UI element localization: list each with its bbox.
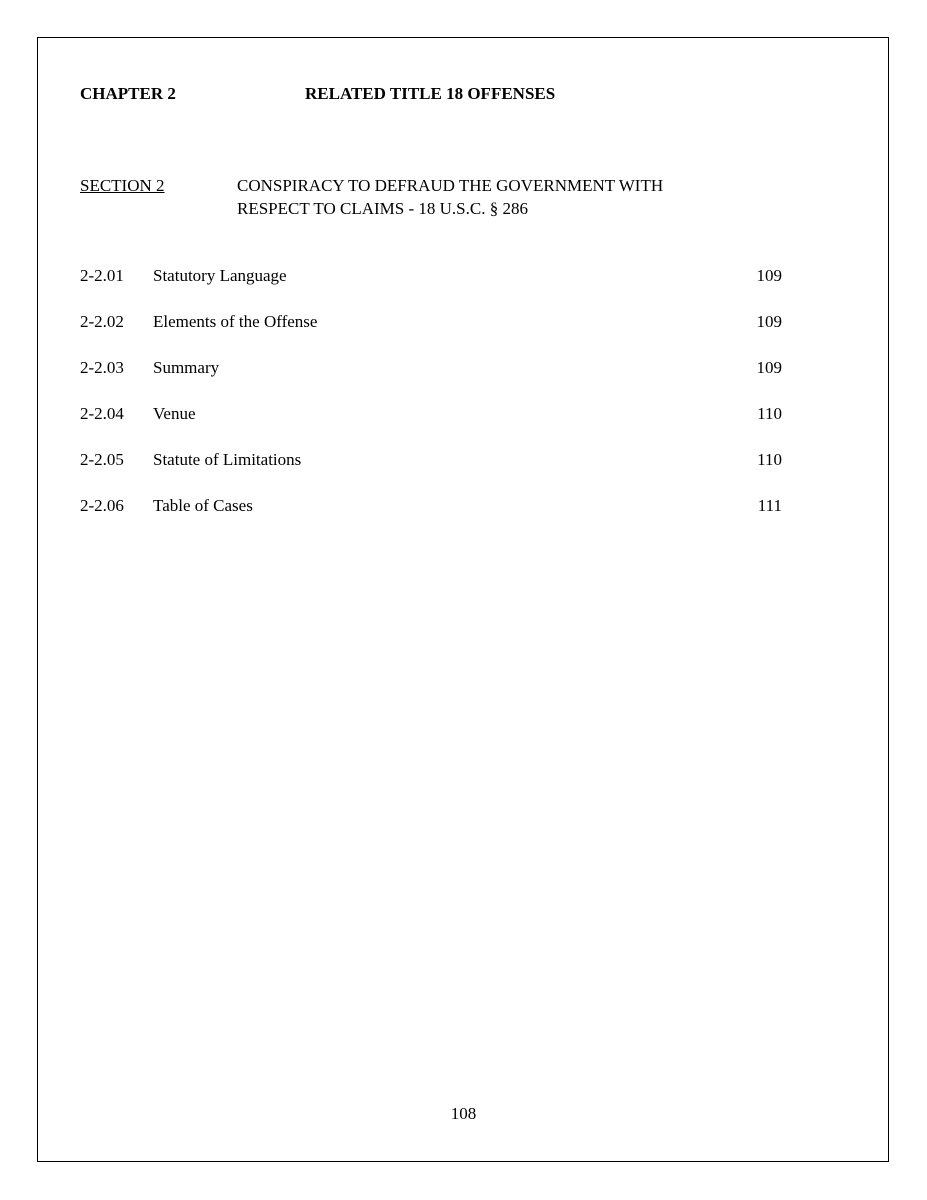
chapter-label: CHAPTER 2	[80, 84, 176, 103]
table-of-contents	[80, 266, 782, 542]
toc-entry-title: Table of Cases	[153, 496, 253, 515]
toc-entry-page: 109	[756, 358, 782, 377]
toc-entry-number: 2-2.02	[80, 312, 124, 331]
toc-entry-number: 2-2.01	[80, 266, 124, 285]
toc-entry-title: Elements of the Offense	[153, 312, 318, 331]
chapter-title: RELATED TITLE 18 OFFENSES	[305, 84, 556, 103]
toc-entry-page: 110	[757, 404, 782, 423]
section-title	[237, 174, 757, 220]
toc-entry-page: 110	[757, 450, 782, 469]
toc-entry-venue	[80, 404, 782, 450]
section-label: SECTION 2	[80, 176, 165, 195]
toc-entry-page: 109	[756, 312, 782, 331]
toc-entry-elements-of-offense	[80, 312, 782, 358]
toc-entry-title: Statutory Language	[153, 266, 287, 285]
toc-entry-number: 2-2.06	[80, 496, 124, 515]
toc-entry-title: Summary	[153, 358, 220, 377]
page-number: 108	[450, 1104, 477, 1123]
toc-entry-number: 2-2.03	[80, 358, 124, 377]
toc-entry-statutory-language	[80, 266, 782, 312]
toc-entry-title: Statute of Limitations	[153, 450, 302, 469]
toc-entry-title: Venue	[153, 404, 196, 423]
section-title-line-2: RESPECT TO CLAIMS - 18 U.S.C. § 286	[237, 199, 528, 218]
toc-entry-summary	[80, 358, 782, 404]
toc-entry-page: 109	[756, 266, 782, 285]
section-title-line-1: CONSPIRACY TO DEFRAUD THE GOVERNMENT WITH	[237, 176, 664, 195]
toc-entry-table-of-cases	[80, 496, 782, 542]
toc-entry-statute-of-limitations	[80, 450, 782, 496]
toc-entry-number: 2-2.04	[80, 404, 124, 423]
toc-entry-number: 2-2.05	[80, 450, 124, 469]
toc-entry-page: 111	[757, 496, 782, 515]
